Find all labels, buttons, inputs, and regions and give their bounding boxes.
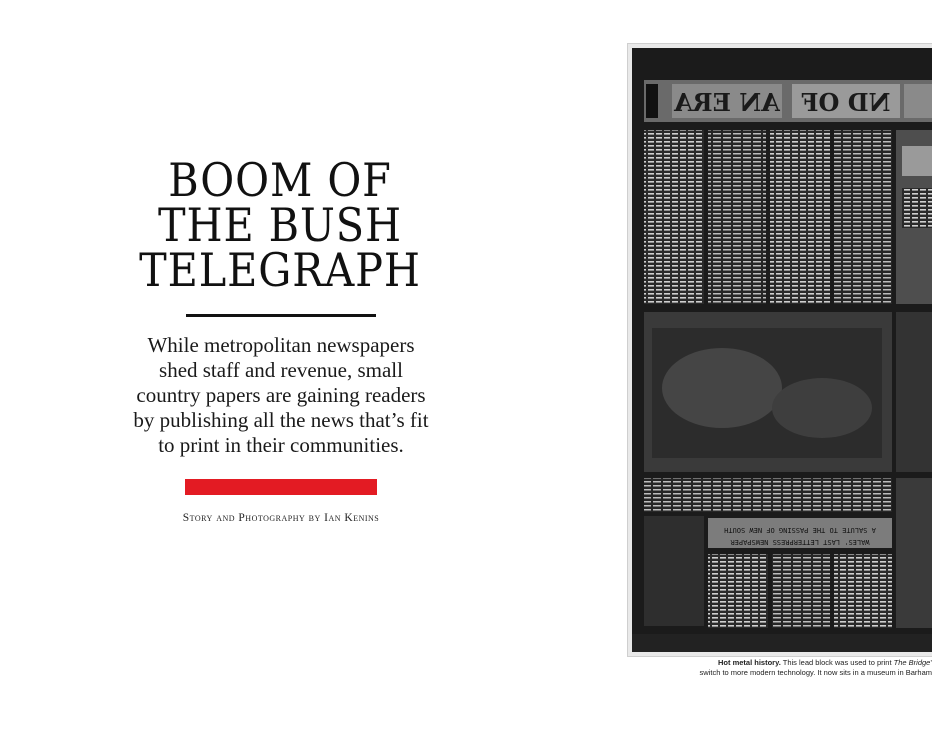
headline-line-1: BOOM OF xyxy=(168,153,392,207)
headline xyxy=(123,153,438,297)
caption-lead: Hot metal history. xyxy=(718,658,781,667)
caption-publication: The Bridge xyxy=(893,658,931,667)
slug-text-2: ND OF xyxy=(801,88,891,117)
lead-type-block-photo xyxy=(628,44,932,656)
caption-line-2: switch to more modern technology. It now sits in a museum in Barham xyxy=(699,668,932,677)
slug-text-4: WALES' LAST LETTERPRESS NEWSPAPER xyxy=(730,538,870,546)
slug-text-1: AN ERA xyxy=(674,88,780,117)
headline-line-3: TELEGRAPH xyxy=(139,243,421,297)
title-divider xyxy=(186,314,376,317)
standfirst: While metropolitan newspapers shed staff and revenue, small country papers are gaining readers by publishing all the news that’s fit to print in their communities. xyxy=(133,333,429,457)
photo-caption xyxy=(660,658,932,678)
headline-line-2: THE BUSH xyxy=(157,198,403,252)
caption-text-2: ’ xyxy=(930,658,932,667)
caption-text-1: This lead block was used to print xyxy=(780,658,894,667)
accent-bar xyxy=(185,479,377,495)
slug-text-3: A SALUTE TO THE PASSING OF NEW SOUTH xyxy=(724,526,876,534)
byline: Story and Photography by Ian Kenins xyxy=(182,512,380,524)
type-block-illustration xyxy=(632,48,932,652)
caption-line-1 xyxy=(660,658,932,668)
